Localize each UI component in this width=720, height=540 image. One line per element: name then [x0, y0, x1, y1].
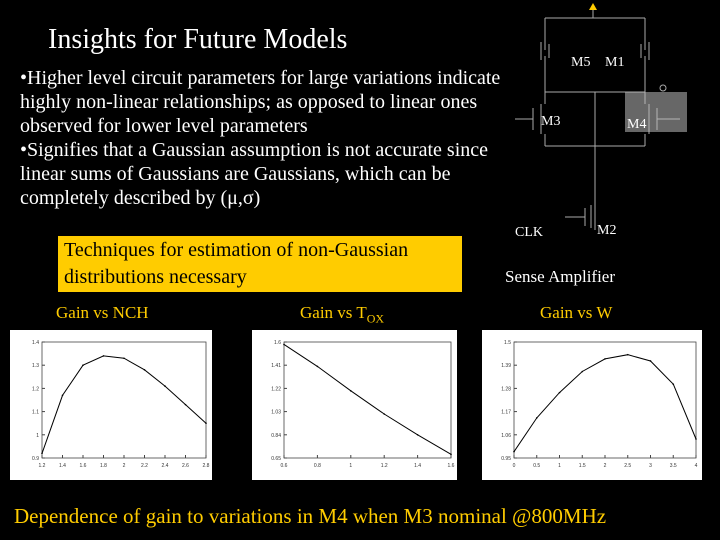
label-m3: M3	[541, 114, 561, 129]
y-tick-label: 1.1	[32, 409, 39, 416]
caption-gain-w: Gain vs W	[540, 303, 613, 322]
footer-caption: Dependence of gain to variations in M4 when M3 nominal @800MHz	[14, 504, 607, 528]
y-tick-label: 1.17	[501, 409, 511, 416]
circuit-title: Sense Amplifier	[505, 267, 616, 286]
x-tick-label: 1	[349, 463, 353, 469]
series-point	[144, 369, 146, 371]
y-tick-label: 1	[36, 432, 39, 439]
x-tick-label: 2	[603, 463, 607, 469]
bullet-2: •Signifies that a Gaussian assumption is not accurate since linear sums of Gaussians are Gaussians, which can be completely described by (μ,σ)	[20, 139, 489, 209]
caption-gain-tox	[300, 303, 384, 326]
plot-frame	[42, 342, 206, 458]
plot-frame	[284, 342, 451, 458]
caption-tox-sub: OX	[366, 311, 385, 326]
x-tick-label: 2	[122, 463, 126, 469]
caption-tox-text: Gain vs T	[300, 303, 367, 322]
x-tick-label: 0.6	[280, 463, 288, 469]
series-point	[103, 355, 105, 357]
series-point	[581, 371, 583, 373]
series-point	[513, 451, 515, 453]
label-m4: M4	[627, 117, 647, 132]
slide-title: Insights for Future Models	[48, 24, 348, 55]
label-m5: M5	[571, 55, 591, 70]
series-point	[185, 404, 187, 406]
series-point	[164, 385, 166, 387]
series-line	[514, 355, 696, 452]
series-point	[317, 366, 319, 368]
series-point	[559, 392, 561, 394]
plot-gain-vs-w	[482, 330, 702, 480]
x-tick-label: 2.5	[624, 463, 632, 469]
y-tick-label: 1.2	[32, 386, 39, 393]
y-tick-label: 0.84	[271, 432, 281, 439]
y-tick-label: 1.28	[501, 386, 511, 393]
series-point	[650, 360, 652, 362]
x-tick-label: 2.4	[161, 463, 169, 469]
y-tick-label: 1.4	[32, 340, 39, 346]
series-point	[123, 357, 125, 359]
series-point	[350, 390, 352, 392]
series-point	[672, 383, 674, 385]
x-tick-label: 1.8	[100, 463, 107, 469]
plot-gain-vs-tox	[252, 330, 457, 480]
series-point	[205, 422, 207, 424]
x-tick-label: 2.8	[202, 463, 210, 469]
y-tick-label: 1.06	[501, 432, 511, 439]
x-tick-label: 1.4	[414, 463, 422, 469]
x-tick-label: 3	[649, 463, 652, 469]
x-tick-label: 1.6	[79, 463, 87, 469]
series-point	[383, 413, 385, 415]
series-point	[62, 395, 64, 397]
label-clk: CLK	[515, 225, 543, 240]
y-tick-label: 0.9	[32, 456, 39, 462]
y-tick-label: 0.95	[501, 456, 511, 462]
x-tick-label: 1.2	[38, 463, 46, 469]
y-tick-label: 1.5	[504, 340, 511, 346]
x-tick-label: 2.6	[182, 463, 189, 469]
x-tick-label: 0.8	[313, 463, 321, 469]
y-tick-label: 1.39	[501, 363, 511, 370]
x-tick-label: 3.5	[669, 463, 677, 469]
series-point	[536, 417, 538, 419]
series-point	[604, 358, 606, 360]
series-point	[417, 434, 419, 436]
caption-gain-nch: Gain vs NCH	[56, 303, 149, 322]
series-line	[42, 356, 206, 454]
series-point	[41, 453, 43, 455]
x-tick-label: 1	[558, 463, 561, 469]
bullet-list	[20, 66, 510, 210]
label-m2: M2	[597, 223, 617, 238]
y-tick-label: 1.22	[271, 386, 281, 393]
label-m1: M1	[605, 55, 625, 70]
series-point	[627, 354, 629, 356]
y-tick-label: 1.41	[271, 363, 281, 370]
y-tick-label: 1.3	[32, 363, 39, 370]
x-tick-label: 0	[512, 463, 516, 469]
series-line	[284, 344, 451, 454]
x-tick-label: 1.6	[447, 463, 455, 469]
y-tick-label: 1.6	[274, 340, 281, 346]
bullet-1: •Higher level circuit parameters for large variations indicate highly non-linear relationships; as opposed to linear ones observed for lower level parameters	[20, 67, 501, 137]
series-point	[283, 344, 285, 346]
series-point	[695, 438, 697, 440]
x-tick-label: 0.5	[533, 463, 541, 469]
highlight-box: Techniques for estimation of non-Gaussian distributions necessary	[58, 236, 462, 292]
x-tick-label: 4	[694, 463, 698, 469]
x-tick-label: 1.5	[578, 463, 586, 469]
x-tick-label: 2.2	[141, 463, 148, 469]
sense-amplifier-schematic	[505, 0, 720, 300]
series-point	[450, 454, 452, 456]
series-point	[82, 364, 84, 366]
x-tick-label: 1.4	[59, 463, 66, 469]
x-tick-label: 1.2	[380, 463, 388, 469]
y-tick-label: 0.65	[271, 456, 281, 462]
plot-gain-vs-nch	[10, 330, 212, 480]
y-tick-label: 1.03	[271, 409, 281, 416]
